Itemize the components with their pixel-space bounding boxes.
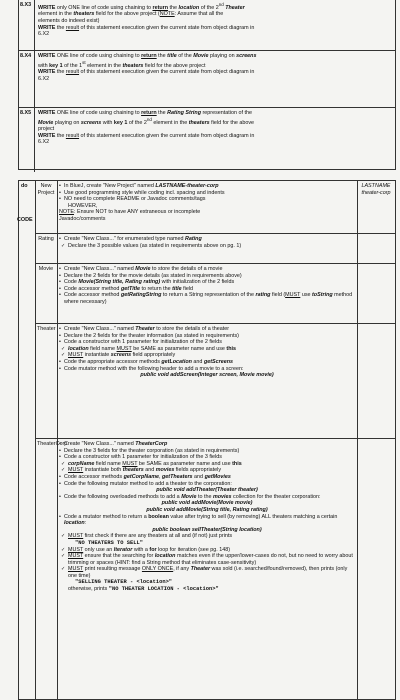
question-line: 6.X2 xyxy=(38,75,50,82)
list-item: • Create "New Class..." named Theater to store the details of a theater xyxy=(59,326,355,333)
question-line: WRITE ONE line of code using chaining to return the Rating String representation of the xyxy=(38,110,252,116)
row-label-theater: Theater xyxy=(37,326,56,332)
question-line: project xyxy=(38,125,55,132)
list-item: NOTE: Ensure NOT to have ANY extraneous or incomplete xyxy=(59,209,201,216)
list-item: • Declare the 3 fields for the theater corporation (as stated in requirements) xyxy=(59,448,355,455)
theater-items xyxy=(57,324,357,381)
list-item: ✓ MUST only use an Iterator with a for loop for iteration (see pg. 148) xyxy=(59,547,355,554)
question-line: WRITE the result of this statement execution given the current state from object diagram in xyxy=(38,68,255,75)
list-item: • Code mutator method with the following header to add a movie to a screen: xyxy=(59,366,355,373)
question-row xyxy=(19,108,395,172)
list-item: • Code the appropriate accessor methods getLocation and getScreens xyxy=(59,359,355,366)
list-item: ✓ MUST ensure that the searching for location matches even if the upper/lower-cases do not, but no need to worry about trimming or spaces (HINT: find a String method that eliminates case-sensitivity) xyxy=(59,553,355,566)
question-line: WRITE the result of this statement execution given the current state from object diagram in xyxy=(38,132,255,139)
question-line: 6.X2 xyxy=(38,139,50,146)
list-item: ✓ MUST print resulting message ONLY ONCE, if any Theater was sold (i.e. searched/found/removed), then prints (only one time) xyxy=(59,566,355,579)
movie-items xyxy=(57,264,357,308)
list-item: • NO need to complete README or Javadoc comments/tags xyxy=(59,196,355,203)
output-text: "SELLING THEATER - <location>" xyxy=(75,579,173,586)
list-item: • Declare the 2 fields for the theater information (as stated in requirements) xyxy=(59,333,355,340)
question-row xyxy=(19,0,395,51)
row-label-movie: Movie xyxy=(38,266,54,272)
question-number: 8.X3 xyxy=(19,0,35,50)
output-text: "NO THEATERS TO SELL" xyxy=(75,539,143,546)
project-name-note: LASTNAME theater-corp xyxy=(361,183,391,196)
do-label: do xyxy=(21,183,28,189)
list-item: otherwise, prints "NO THEATER LOCATION - <location>" xyxy=(68,586,219,593)
list-item: • Code the following mutator method to add a theater to the corporation: xyxy=(59,481,355,488)
list-item: ✓ MUST first check if there are any theaters at all and (if not) just prints xyxy=(59,533,355,540)
question-line: 6.X2 xyxy=(38,31,50,38)
list-item: • Create "New Class..." named TheaterCorp xyxy=(59,441,355,448)
list-item: • Create "New Class..." named Movie to store the details of a movie xyxy=(59,266,355,273)
list-item: • Use good programming style while coding incl. spacing and indents xyxy=(59,190,355,197)
row-label-rating: Rating xyxy=(38,236,54,242)
question-row xyxy=(19,51,395,108)
list-item: HOWEVER, xyxy=(68,202,98,209)
list-item: • Declare the 2 fields for the movie details (as stated in requirements above) xyxy=(59,273,355,280)
list-item: • Code Movie(String title, Rating rating) with initialization of the 2 fields xyxy=(59,279,355,286)
list-item: • Code the following overloaded methods to add a Movie to the movies collection for the theater corporation: xyxy=(59,494,355,501)
list-item: ✓ Declare the 3 possible values (as stated in requirements above on pg. 1) xyxy=(59,243,355,250)
question-line: Movie playing on screens with key 1 of the 2nd element in the theaters field for the above xyxy=(38,116,255,126)
list-item: ✓ corpName field name MUST be SAME as parameter name and use this xyxy=(59,461,355,468)
question-number: 8.X4 xyxy=(19,51,35,107)
method-signature: public boolean sellTheater(String location) xyxy=(152,526,262,533)
question-line: with key 1 of the 1st element in the theaters field for the above project xyxy=(38,59,206,69)
list-item: • Code accessor methods getCorpName, getTheaters and getMovies xyxy=(59,474,355,481)
question-line: WRITE the result of this statement execution given the current state from object diagram in xyxy=(38,24,255,31)
questions-box xyxy=(18,0,396,170)
method-signature: public void addTheater(Theater theater) xyxy=(156,487,258,494)
method-signature: public void addMovie(Movie movie) xyxy=(161,500,253,507)
row-label-new-project: New Project xyxy=(37,183,55,196)
list-item: • In BlueJ, create "New Project" named LASTNAME-theater-corp xyxy=(59,183,355,190)
row-label-theatercorp: TheaterCorp xyxy=(37,441,68,447)
list-item: ✓ MUST instantiate screens field appropriately xyxy=(59,352,355,359)
question-line: elements do indeed exist) xyxy=(38,17,100,24)
list-item: ✓ location field name MUST be SAME as parameter name and use this xyxy=(59,346,355,353)
list-item: • Create "New Class..." for enumerated type named Rating xyxy=(59,236,355,243)
list-item: • Code accessor method getRatingString to return a String representation of the rating field (MUST use toString method where necessary) xyxy=(59,292,355,305)
question-line: WRITE ONE line of code using chaining to return the title of the Movie playing on screens xyxy=(38,53,257,59)
code-label: CODE xyxy=(17,217,33,223)
list-item: • Code accessor method getTitle to return the title field xyxy=(59,286,355,293)
question-line: WRITE only ONE line of code using chaining to return the location of the 2nd Theater xyxy=(38,2,245,11)
method-signature: public void addMovie(String title, Rating rating) xyxy=(146,506,268,513)
theatercorp-items xyxy=(57,439,357,595)
question-number: 8.X5 xyxy=(19,108,35,172)
question-line: element in the theaters field for the above project (NOTE: Assume that all the xyxy=(38,11,224,18)
list-item: Javadoc/comments xyxy=(59,215,106,222)
new-project-items xyxy=(57,181,357,225)
list-item: • Code a constructor with 1 parameter for initialization of the 3 fields xyxy=(59,454,355,461)
method-signature: public void addScreen(Integer screen, Movie movie) xyxy=(140,372,274,379)
requirements-table xyxy=(18,180,396,700)
list-item: • Code a mutator method to return a boolean value after trying to sell (by removing) ALL theaters matching a certain location: xyxy=(59,514,355,527)
list-item: ✓ MUST instantiate both theaters and movies fields appropriately xyxy=(59,467,355,474)
rating-items xyxy=(57,234,357,251)
list-item: • Code a constructor with 1 parameter for initialization of the 2 fields xyxy=(59,339,355,346)
